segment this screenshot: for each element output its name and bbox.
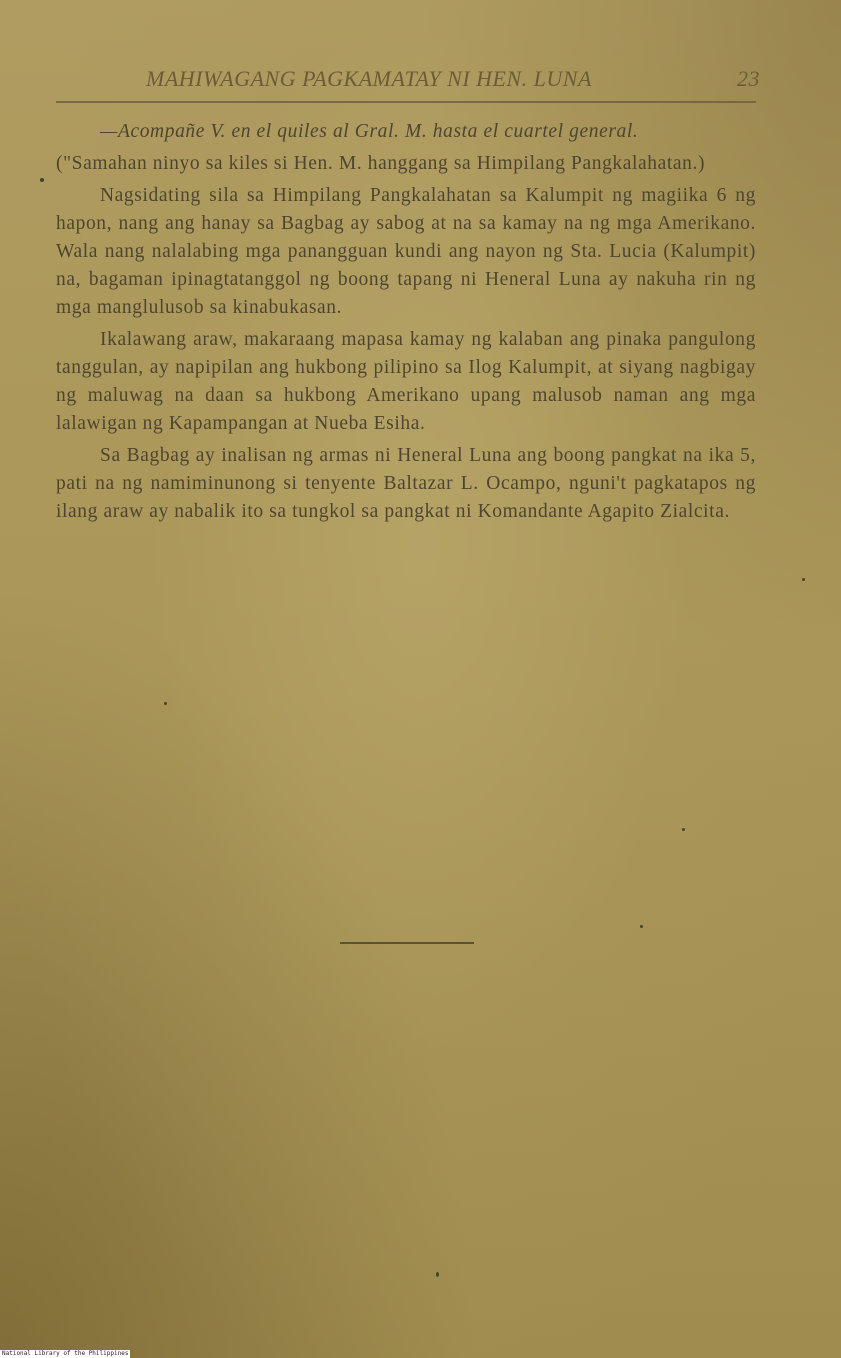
paragraph: Ikalawang araw, makaraang mapasa kamay ng kalaban ang pinaka pangulong tanggulan, ay napipilan ang hukbong pilipino sa Ilog Kalumpit, at siyang nagbigay ng maluwag na daan sa hukbong Amerikano upang malusob naman ang mga lalawigan ng Kapampangan at Nueba Esiha. — [56, 329, 756, 434]
paper-speck — [640, 925, 643, 928]
paper-speck — [40, 178, 44, 182]
section-end-rule — [340, 942, 474, 944]
paragraph: Sa Bagbag ay inalisan ng armas ni Heneral Luna ang boong pangkat na ika 5, pati na ng namiminunong si tenyente Baltazar L. Ocampo, nguni't pagkatapos ng ilang araw ay nabalik ito sa tungkol sa pangkat ni Komandante Agapito Zialcita. — [56, 445, 756, 522]
scan-credit: National Library of the Philippines — [2, 1350, 129, 1357]
paper-speck — [164, 702, 167, 705]
paper-speck — [436, 1272, 439, 1277]
running-header-title: MAHIWAGANG PAGKAMATAY NI HEN. LUNA — [146, 66, 592, 91]
header-rule — [56, 101, 756, 103]
paper-speck — [802, 578, 805, 581]
paragraph-translation: ("Samahan ninyo sa kiles si Hen. M. hanggang sa Himpilang Pangkalahatan.) — [56, 153, 706, 174]
paper-speck — [682, 828, 685, 831]
paragraph-spanish-quote: —Acompañe V. en el quiles al Gral. M. hasta el cuartel general. — [100, 121, 639, 142]
page-number: 23 — [737, 66, 760, 91]
paragraph: Nagsidating sila sa Himpilang Pangkalahatan sa Kalumpit ng magiika 6 ng hapon, nang ang hanay sa Bagbag ay sabog at na sa kamay na ng mga Amerikano. Wala nang nalalabing mga panangguan kundi ang nayon ng Sta. Lucia (Kalumpit) na, bagaman ipinagtatanggol ng boong tapang ni Heneral Luna ay nakuha rin ng mga manglulusob sa kinabukasan. — [56, 185, 756, 318]
running-header — [146, 66, 760, 96]
body-text — [56, 118, 756, 530]
